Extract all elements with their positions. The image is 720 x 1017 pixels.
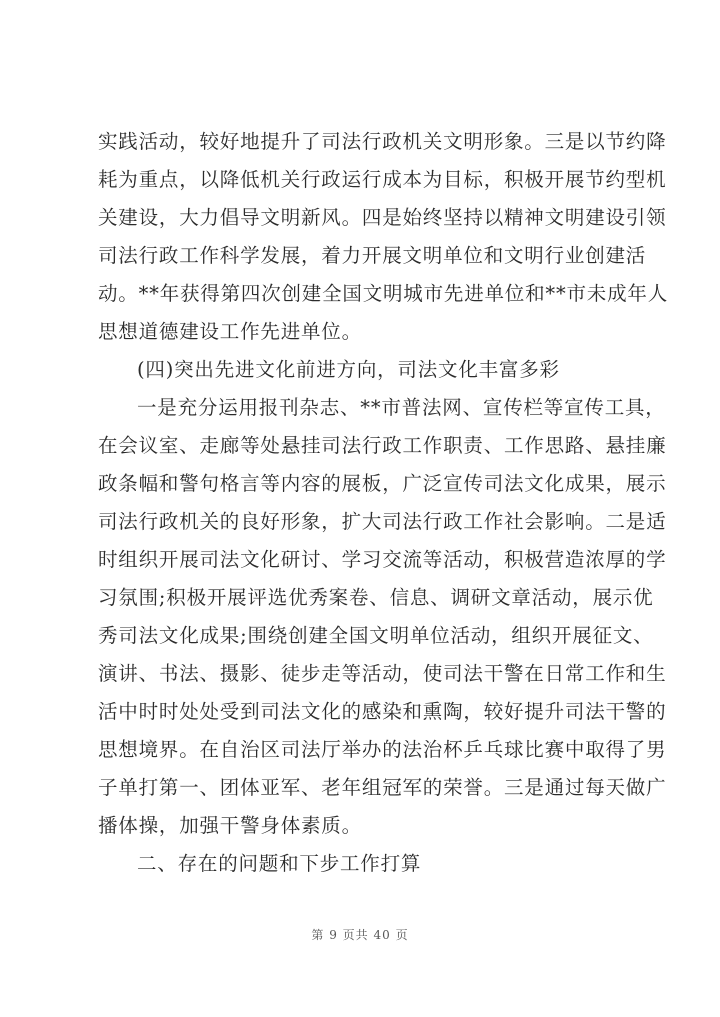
paragraph-line: 思想境界。在自治区司法厅举办的法治杯乒乓球比赛中取得了男: [98, 738, 667, 761]
paragraph-line: 子单打第一、团体亚军、老年组冠军的荣誉。三是通过每天做广: [98, 776, 667, 799]
section-heading: 二、存在的问题和下步工作打算: [137, 852, 422, 875]
paragraph-line: 播体操，加强干警身体素质。: [98, 814, 362, 837]
paragraph-line: 秀司法文化成果;围绕创建全国文明单位活动，组织开展征文、: [98, 624, 654, 647]
paragraph-line: 政条幅和警句格言等内容的展板，广泛宣传司法文化成果，展示: [98, 472, 667, 495]
paragraph-line: 关建设，大力倡导文明新风。四是始终坚持以精神文明建设引领: [98, 206, 667, 229]
paragraph-line: 一是充分运用报刊杂志、**市普法网、宣传栏等宣传工具，: [137, 396, 666, 419]
paragraph-line: 动。**年获得第四次创建全国文明城市先进单位和**市未成年人: [98, 282, 669, 305]
paragraph-line: 习氛围;积极开展评选优秀案卷、信息、调研文章活动，展示优: [98, 586, 654, 609]
paragraph-line: 实践活动，较好地提升了司法行政机关文明形象。三是以节约降: [98, 130, 667, 153]
paragraph-line: 在会议室、走廊等处悬挂司法行政工作职责、工作思路、悬挂廉: [98, 434, 667, 457]
section-heading: (四)突出先进文化前进方向，司法文化丰富多彩: [137, 358, 560, 381]
paragraph-line: 活中时时处处受到司法文化的感染和熏陶，较好提升司法干警的: [98, 700, 667, 723]
paragraph-line: 司法行政工作科学发展，着力开展文明单位和文明行业创建活: [98, 244, 647, 267]
page-number-footer: 第 9 页共 40 页: [311, 928, 409, 942]
paragraph-line: 演讲、书法、摄影、徒步走等活动，使司法干警在日常工作和生: [98, 662, 667, 685]
paragraph-line: 司法行政机关的良好形象，扩大司法行政工作社会影响。二是适: [98, 510, 667, 533]
paragraph-line: 耗为重点，以降低机关行政运行成本为目标，积极开展节约型机: [98, 168, 667, 191]
paragraph-line: 时组织开展司法文化研讨、学习交流等活动，积极营造浓厚的学: [98, 548, 667, 571]
paragraph-line: 思想道德建设工作先进单位。: [98, 320, 362, 343]
